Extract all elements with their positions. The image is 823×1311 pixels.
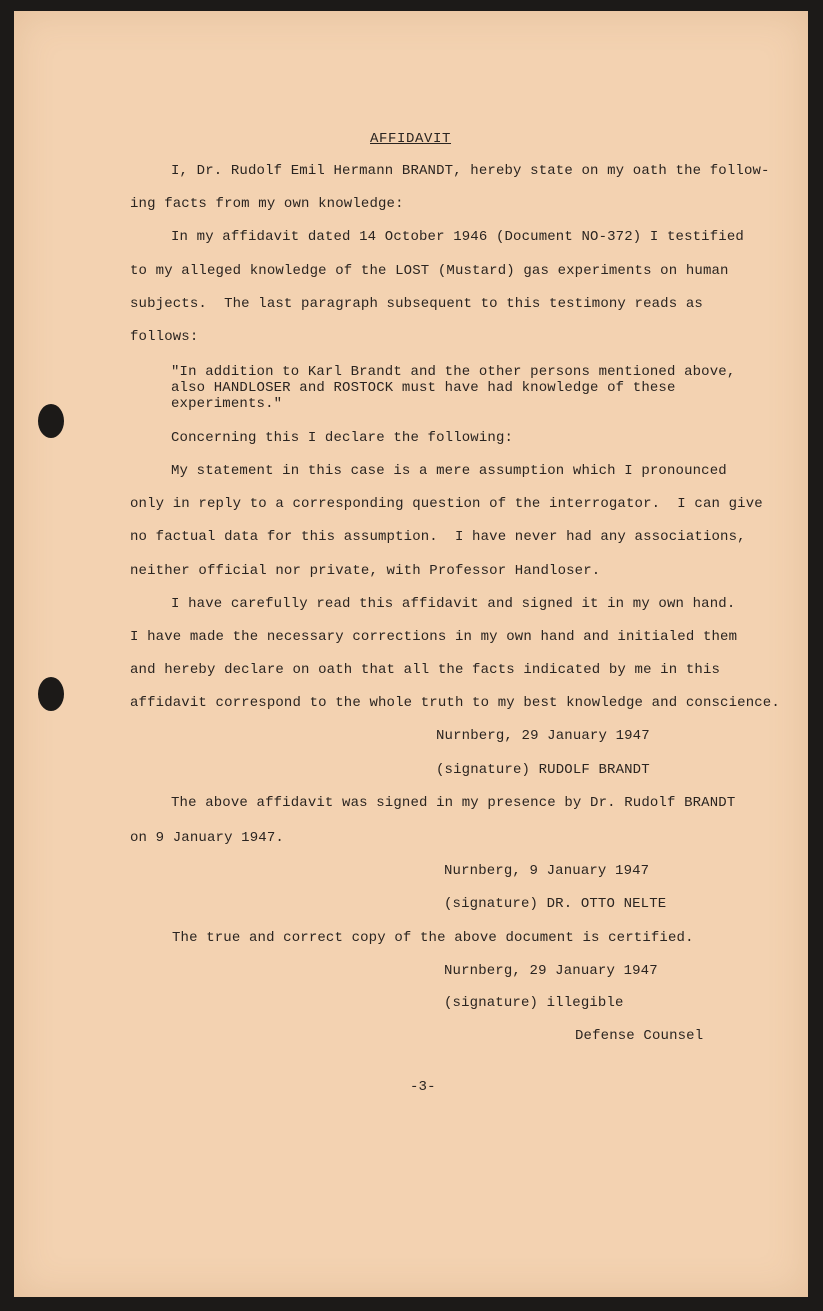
paragraph-2-line-1: My statement in this case is a mere assumption which I pronounced	[171, 463, 727, 479]
signature-2-place-date: Nurnberg, 9 January 1947	[444, 863, 650, 879]
witness-line-1: The above affidavit was signed in my presence by Dr. Rudolf BRANDT	[171, 795, 736, 811]
paragraph-1-line-2: to my alleged knowledge of the LOST (Mustard) gas experiments on human	[130, 263, 729, 279]
paragraph-2-line-4: neither official nor private, with Professor Handloser.	[130, 563, 601, 579]
intro-line-2: ing facts from my own knowledge:	[130, 196, 404, 212]
paragraph-1-line-1: In my affidavit dated 14 October 1946 (Document NO-372) I testified	[171, 229, 744, 245]
paragraph-2-line-3: no factual data for this assumption. I have never had any associations,	[130, 529, 746, 545]
quote-line-2: also HANDLOSER and ROSTOCK must have had knowledge of these	[171, 380, 676, 396]
document-title: AFFIDAVIT	[370, 131, 452, 147]
signature-3-place-date: Nurnberg, 29 January 1947	[444, 963, 658, 979]
paragraph-3-line-1: I have carefully read this affidavit and signed it in my own hand.	[171, 596, 736, 612]
paragraph-3-line-3: and hereby declare on oath that all the facts indicated by me in this	[130, 662, 721, 678]
signature-3: (signature) illegible	[444, 995, 624, 1011]
witness-line-2: on 9 January 1947.	[130, 830, 284, 846]
signature-1-place-date: Nurnberg, 29 January 1947	[436, 728, 650, 744]
concerning-line: Concerning this I declare the following:	[171, 430, 514, 446]
punch-hole	[38, 404, 64, 438]
signature-2: (signature) DR. OTTO NELTE	[444, 896, 667, 912]
paragraph-3-line-2: I have made the necessary corrections in my own hand and initialed them	[130, 629, 738, 645]
paragraph-1-line-4: follows:	[130, 329, 199, 345]
certification-line: The true and correct copy of the above document is certified.	[172, 930, 694, 946]
quote-line-1: "In addition to Karl Brandt and the other persons mentioned above,	[171, 364, 736, 380]
paragraph-3-line-4: affidavit correspond to the whole truth to my best knowledge and conscience.	[130, 695, 780, 711]
paragraph-2-line-2: only in reply to a corresponding question of the interrogator. I can give	[130, 496, 763, 512]
page-number: -3-	[410, 1079, 436, 1095]
quote-line-3: experiments."	[171, 396, 283, 412]
signature-3-role: Defense Counsel	[575, 1028, 704, 1044]
intro-line-1: I, Dr. Rudolf Emil Hermann BRANDT, hereby state on my oath the follow-	[171, 163, 770, 179]
signature-1: (signature) RUDOLF BRANDT	[436, 762, 650, 778]
paragraph-1-line-3: subjects. The last paragraph subsequent to this testimony reads as	[130, 296, 703, 312]
punch-hole	[38, 677, 64, 711]
